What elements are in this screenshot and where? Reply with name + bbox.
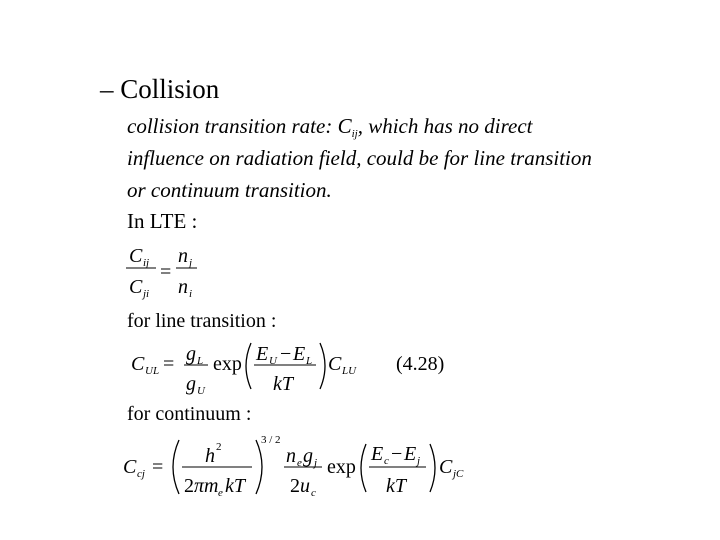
svg-text:E: E (371, 443, 384, 465)
svg-text:j: j (417, 455, 421, 467)
svg-text:e: e (218, 487, 223, 499)
paragraph-line-3: or continuum transition. (127, 178, 332, 202)
svg-text:πm: πm (194, 475, 219, 497)
svg-text:=: = (160, 261, 172, 283)
para-line1-subscript: ij (351, 128, 358, 140)
svg-text:kT: kT (225, 475, 245, 497)
svg-text:LU: LU (342, 365, 357, 377)
svg-text:c: c (384, 455, 389, 467)
svg-text:C: C (129, 276, 143, 298)
line-transition-equation (131, 343, 444, 397)
svg-text:j: j (189, 257, 193, 269)
svg-text:g: g (186, 343, 196, 365)
svg-text:ij: ij (143, 257, 150, 269)
svg-text:2: 2 (184, 475, 194, 497)
svg-text:n: n (286, 445, 296, 467)
svg-text:ji: ji (143, 288, 150, 300)
svg-text:cj: cj (137, 468, 145, 480)
heading-text: Collision (120, 74, 220, 104)
paragraph-line-2: influence on radiation field, could be for line transition (127, 146, 592, 170)
svg-text:kT: kT (273, 373, 293, 395)
svg-text:E: E (256, 343, 269, 365)
para-line1-rest: , which has no direct (357, 114, 533, 138)
svg-text:C: C (129, 245, 143, 267)
svg-text:n: n (178, 245, 188, 267)
para-line1-text: collision transition rate: C (127, 114, 352, 138)
svg-text:=: = (152, 456, 164, 478)
continuum-equation (123, 434, 464, 499)
svg-text:exp: exp (213, 353, 242, 375)
svg-text:e: e (297, 457, 302, 469)
svg-text:jC: jC (453, 468, 464, 480)
svg-text:h: h (205, 445, 215, 467)
svg-text:UL: UL (145, 365, 160, 377)
svg-text:C: C (131, 353, 145, 375)
svg-text:j: j (314, 457, 318, 469)
svg-text:g: g (303, 445, 313, 467)
svg-text:g: g (186, 373, 196, 395)
svg-text:c: c (311, 487, 316, 499)
line-transition-label: for line transition : (127, 310, 277, 332)
svg-text:C: C (123, 456, 137, 478)
svg-text:E: E (404, 443, 417, 465)
equation-number: (4.28) (396, 353, 445, 375)
svg-text:2: 2 (290, 475, 300, 497)
dash-bullet: – (100, 74, 114, 104)
svg-text:E: E (293, 343, 306, 365)
svg-text:u: u (300, 475, 310, 497)
svg-text:C: C (328, 353, 342, 375)
lte-ratio-equation (126, 245, 197, 300)
continuum-label: for continuum : (127, 403, 252, 425)
svg-text:C: C (439, 456, 453, 478)
svg-text:=: = (163, 353, 175, 375)
svg-text:i: i (189, 288, 193, 300)
svg-text:L: L (197, 355, 204, 367)
svg-text:−: − (280, 343, 292, 365)
svg-text:3 / 2: 3 / 2 (261, 434, 281, 446)
svg-text:2: 2 (216, 441, 222, 453)
svg-text:kT: kT (386, 475, 406, 497)
svg-text:n: n (178, 276, 188, 298)
svg-text:L: L (306, 355, 313, 367)
lte-label: In LTE : (127, 209, 198, 233)
svg-text:U: U (269, 355, 277, 367)
svg-text:U: U (197, 385, 205, 397)
svg-text:exp: exp (327, 456, 356, 478)
svg-text:−: − (391, 443, 403, 465)
